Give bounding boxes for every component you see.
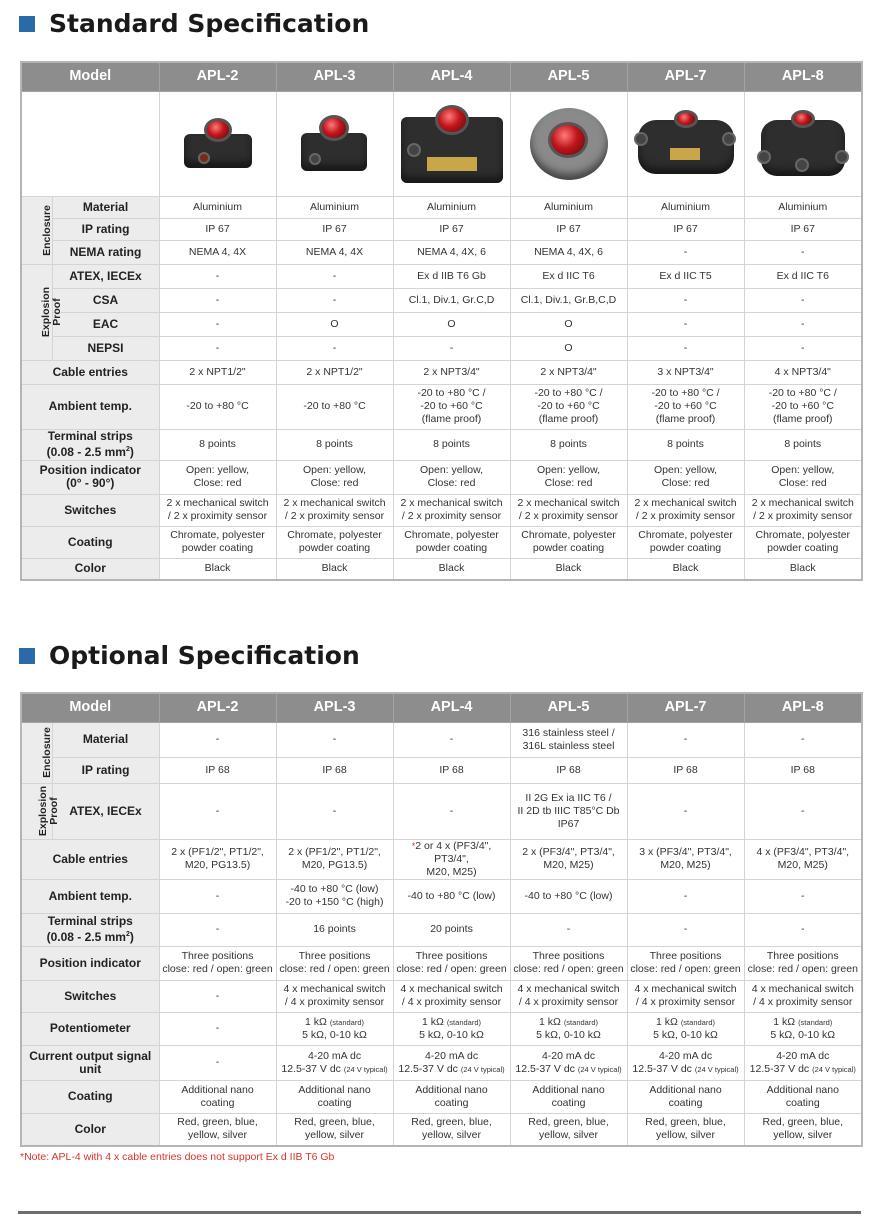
product-image-apl4	[393, 91, 510, 196]
table-cell: O	[393, 312, 510, 336]
table-cell: O	[510, 336, 627, 360]
model-header: Model	[21, 693, 159, 722]
table-cell: Red, green, blue, yellow, silver	[393, 1113, 510, 1146]
table-cell: Additional nano coating	[744, 1080, 862, 1113]
table-cell: 2 x (PF1/2", PT1/2", M20, PG13.5)	[159, 839, 276, 879]
row-label-position-indicator: Position indicator	[21, 946, 159, 980]
table-cell: Three positions close: red / open: green	[159, 946, 276, 980]
table-cell: 2 x (PF1/2", PT1/2", M20, PG13.5)	[276, 839, 393, 879]
table-cell: -20 to +80 °C	[159, 384, 276, 429]
table-cell: -20 to +80 °C	[276, 384, 393, 429]
table-row	[21, 360, 862, 384]
model-header-apl3: APL-3	[276, 62, 393, 91]
standard-spec-table	[20, 61, 863, 581]
section-bullet-icon	[19, 648, 35, 664]
table-row	[21, 783, 862, 839]
table-cell: -20 to +80 °C / -20 to +60 °C (flame proof)	[744, 384, 862, 429]
table-cell: 2 x mechanical switch / 2 x proximity sensor	[744, 494, 862, 526]
product-image-apl2	[159, 91, 276, 196]
table-cell: II 2G Ex ia IIC T6 / II 2D tb IIIC T85°C Db IP67	[510, 783, 627, 839]
table-cell: IP 68	[393, 757, 510, 783]
table-cell: 1 kΩ (standard) 5 kΩ, 0-10 kΩ	[744, 1012, 862, 1045]
table-cell: 4 x mechanical switch / 4 x proximity sensor	[744, 980, 862, 1012]
model-header-apl7: APL-7	[627, 62, 744, 91]
table-cell: -	[744, 783, 862, 839]
table-cell: 4 x mechanical switch / 4 x proximity sensor	[393, 980, 510, 1012]
table-cell: 4 x mechanical switch / 4 x proximity sensor	[276, 980, 393, 1012]
group-label-explosion-proof: Explosion Proof	[21, 783, 52, 839]
table-row	[21, 839, 862, 879]
table-cell: IP 67	[627, 218, 744, 240]
table-cell: Additional nano coating	[393, 1080, 510, 1113]
table-cell: -	[276, 288, 393, 312]
table-cell: IP 67	[744, 218, 862, 240]
table-cell: IP 67	[276, 218, 393, 240]
table-cell: -	[159, 312, 276, 336]
row-label-current-output: Current output signal unit	[21, 1045, 159, 1080]
row-label-color: Color	[21, 558, 159, 580]
table-cell: 8 points	[627, 429, 744, 460]
table-header-row	[21, 693, 862, 722]
table-cell: Open: yellow, Close: red	[276, 460, 393, 494]
table-cell: 2 x mechanical switch / 2 x proximity sensor	[627, 494, 744, 526]
table-cell: Ex d IIC T6	[744, 264, 862, 288]
table-row	[21, 722, 862, 757]
table-row	[21, 288, 862, 312]
table-cell: -	[159, 980, 276, 1012]
row-label-nema: NEMA rating	[52, 240, 159, 264]
table-cell: -	[627, 240, 744, 264]
table-cell: Open: yellow, Close: red	[393, 460, 510, 494]
table-cell: -40 to +80 °C (low)	[510, 879, 627, 913]
table-cell: -	[159, 288, 276, 312]
table-cell: 2 x (PF3/4", PT3/4", M20, M25)	[510, 839, 627, 879]
table-cell: Aluminium	[393, 196, 510, 218]
table-cell: -40 to +80 °C (low)	[393, 879, 510, 913]
table-cell: IP 68	[510, 757, 627, 783]
table-cell: -	[744, 240, 862, 264]
table-cell: 8 points	[159, 429, 276, 460]
table-cell: Aluminium	[627, 196, 744, 218]
bottom-divider	[18, 1211, 861, 1214]
row-label-ip-rating: IP rating	[52, 757, 159, 783]
table-cell: Open: yellow, Close: red	[627, 460, 744, 494]
table-cell: -20 to +80 °C / -20 to +60 °C (flame proof)	[393, 384, 510, 429]
table-cell: 3 x NPT3/4"	[627, 360, 744, 384]
table-row	[21, 1012, 862, 1045]
table-cell: 4 x mechanical switch / 4 x proximity sensor	[510, 980, 627, 1012]
table-row	[21, 757, 862, 783]
table-cell: Black	[276, 558, 393, 580]
table-cell: 2 x NPT1/2"	[276, 360, 393, 384]
table-cell: -20 to +80 °C / -20 to +60 °C (flame proof)	[627, 384, 744, 429]
table-cell: -	[276, 783, 393, 839]
table-cell: 4-20 mA dc 12.5-37 V dc (24 V typical)	[744, 1045, 862, 1080]
row-label-nepsi: NEPSI	[52, 336, 159, 360]
row-label-ambient-temp: Ambient temp.	[21, 384, 159, 429]
table-cell: IP 67	[393, 218, 510, 240]
table-cell: -	[159, 722, 276, 757]
table-cell: Chromate, polyester powder coating	[159, 526, 276, 558]
table-cell: Open: yellow, Close: red	[159, 460, 276, 494]
footnote: *Note: APL-4 with 4 x cable entries does not support Ex d IIB T6 Gb	[20, 1151, 335, 1163]
table-cell: IP 67	[159, 218, 276, 240]
table-cell: 2 x mechanical switch / 2 x proximity sensor	[393, 494, 510, 526]
table-cell: -	[627, 336, 744, 360]
table-cell: NEMA 4, 4X	[276, 240, 393, 264]
table-cell: -20 to +80 °C / -20 to +60 °C (flame proof)	[510, 384, 627, 429]
table-cell: 2 x NPT1/2"	[159, 360, 276, 384]
table-cell: Cl.1, Div.1, Gr.C,D	[393, 288, 510, 312]
table-cell: Three positions close: red / open: green	[627, 946, 744, 980]
group-label-enclosure: Enclosure	[21, 722, 52, 783]
table-cell: Black	[510, 558, 627, 580]
table-cell: -	[627, 913, 744, 946]
table-cell: -	[159, 1012, 276, 1045]
table-cell: Ex d IIC T5	[627, 264, 744, 288]
table-cell: 20 points	[393, 913, 510, 946]
table-cell: *2 or 4 x (PF3/4", PT3/4", M20, M25)	[393, 839, 510, 879]
table-cell: Ex d IIB T6 Gb	[393, 264, 510, 288]
row-label-coating: Coating	[21, 1080, 159, 1113]
table-cell: -40 to +80 °C (low) -20 to +150 °C (high)	[276, 879, 393, 913]
table-cell: IP 68	[744, 757, 862, 783]
table-cell: 4 x NPT3/4"	[744, 360, 862, 384]
table-cell: -	[159, 1045, 276, 1080]
table-cell: O	[510, 312, 627, 336]
row-label-switches: Switches	[21, 980, 159, 1012]
model-header-apl2: APL-2	[159, 693, 276, 722]
table-cell: Red, green, blue, yellow, silver	[627, 1113, 744, 1146]
model-header-apl2: APL-2	[159, 62, 276, 91]
table-row	[21, 494, 862, 526]
table-cell: Chromate, polyester powder coating	[627, 526, 744, 558]
table-cell: NEMA 4, 4X, 6	[393, 240, 510, 264]
table-cell: Red, green, blue, yellow, silver	[276, 1113, 393, 1146]
table-cell: -	[159, 264, 276, 288]
standard-title-text: Standard Specification	[49, 9, 370, 38]
table-cell: 4-20 mA dc 12.5-37 V dc (24 V typical)	[510, 1045, 627, 1080]
optional-spec-table	[20, 692, 863, 1147]
table-cell: Aluminium	[510, 196, 627, 218]
table-cell: -	[744, 879, 862, 913]
note-star-icon: *	[411, 840, 416, 851]
table-cell: -	[744, 288, 862, 312]
model-header-apl4: APL-4	[393, 693, 510, 722]
table-row	[21, 1045, 862, 1080]
model-header-apl8: APL-8	[744, 693, 862, 722]
model-header-apl3: APL-3	[276, 693, 393, 722]
table-cell: Open: yellow, Close: red	[744, 460, 862, 494]
table-cell: 1 kΩ (standard) 5 kΩ, 0-10 kΩ	[510, 1012, 627, 1045]
table-cell: -	[627, 722, 744, 757]
table-row	[21, 218, 862, 240]
row-label-position-indicator: Position indicator (0° - 90°)	[21, 460, 159, 494]
section-bullet-icon	[19, 16, 35, 32]
model-header-apl5: APL-5	[510, 62, 627, 91]
table-cell: Red, green, blue, yellow, silver	[744, 1113, 862, 1146]
table-cell: 1 kΩ (standard) 5 kΩ, 0-10 kΩ	[276, 1012, 393, 1045]
product-image-apl8	[744, 91, 862, 196]
table-cell: IP 68	[159, 757, 276, 783]
table-cell: 4 x mechanical switch / 4 x proximity sensor	[627, 980, 744, 1012]
table-cell: NEMA 4, 4X	[159, 240, 276, 264]
table-cell: -	[276, 336, 393, 360]
table-cell: Additional nano coating	[159, 1080, 276, 1113]
table-cell: Open: yellow, Close: red	[510, 460, 627, 494]
table-row	[21, 558, 862, 580]
table-cell: NEMA 4, 4X, 6	[510, 240, 627, 264]
table-cell: 2 x mechanical switch / 2 x proximity sensor	[276, 494, 393, 526]
row-label-terminal-strips: Terminal strips (0.08 - 2.5 $mm^2$)	[21, 429, 159, 460]
row-label-atex: ATEX, IECEx	[52, 783, 159, 839]
table-row	[21, 264, 862, 288]
product-image-row	[21, 91, 862, 196]
table-cell: -	[627, 288, 744, 312]
table-cell: Black	[744, 558, 862, 580]
table-cell: 2 x mechanical switch / 2 x proximity sensor	[159, 494, 276, 526]
group-label-enclosure: Enclosure	[21, 196, 52, 264]
table-row	[21, 946, 862, 980]
table-cell: Chromate, polyester powder coating	[276, 526, 393, 558]
table-cell: -	[393, 722, 510, 757]
row-label-cable-entries: Cable entries	[21, 360, 159, 384]
table-cell: -	[159, 913, 276, 946]
table-row	[21, 460, 862, 494]
table-cell: Red, green, blue, yellow, silver	[159, 1113, 276, 1146]
standard-section-title	[19, 9, 369, 38]
table-cell: -	[744, 722, 862, 757]
product-image-apl5	[510, 91, 627, 196]
row-label-csa: CSA	[52, 288, 159, 312]
row-label-potentiometer: Potentiometer	[21, 1012, 159, 1045]
table-cell: 8 points	[393, 429, 510, 460]
table-cell: Aluminium	[159, 196, 276, 218]
table-cell: 2 x mechanical switch / 2 x proximity sensor	[510, 494, 627, 526]
table-cell: -	[627, 312, 744, 336]
row-label-terminal-strips: Terminal strips (0.08 - 2.5 $mm^2$)	[21, 913, 159, 946]
table-cell: Three positions close: red / open: green	[276, 946, 393, 980]
table-row	[21, 879, 862, 913]
row-label-ambient-temp: Ambient temp.	[21, 879, 159, 913]
table-cell: Three positions close: red / open: green	[393, 946, 510, 980]
table-cell: -	[276, 722, 393, 757]
table-cell: -	[510, 913, 627, 946]
table-row	[21, 980, 862, 1012]
group-label-explosion-proof: Explosion Proof	[21, 264, 52, 360]
table-cell: -	[744, 336, 862, 360]
row-label-material: Material	[52, 196, 159, 218]
row-label-cable-entries: Cable entries	[21, 839, 159, 879]
table-cell: Ex d IIC T6	[510, 264, 627, 288]
table-cell: 3 x (PF3/4", PT3/4", M20, M25)	[627, 839, 744, 879]
row-label-switches: Switches	[21, 494, 159, 526]
table-cell: -	[393, 783, 510, 839]
table-cell: 16 points	[276, 913, 393, 946]
table-cell: Red, green, blue, yellow, silver	[510, 1113, 627, 1146]
table-cell: Chromate, polyester powder coating	[744, 526, 862, 558]
table-cell: -	[393, 336, 510, 360]
table-row	[21, 240, 862, 264]
table-header-row	[21, 62, 862, 91]
table-row	[21, 913, 862, 946]
table-cell: Chromate, polyester powder coating	[510, 526, 627, 558]
table-cell: Additional nano coating	[627, 1080, 744, 1113]
table-row	[21, 1113, 862, 1146]
table-cell: IP 67	[510, 218, 627, 240]
table-cell: 1 kΩ (standard) 5 kΩ, 0-10 kΩ	[393, 1012, 510, 1045]
table-cell: -	[159, 783, 276, 839]
model-header-apl7: APL-7	[627, 693, 744, 722]
row-label-eac: EAC	[52, 312, 159, 336]
row-label-coating: Coating	[21, 526, 159, 558]
table-cell: IP 68	[627, 757, 744, 783]
table-cell: Aluminium	[744, 196, 862, 218]
table-cell: 8 points	[276, 429, 393, 460]
table-cell: 4 x (PF3/4", PT3/4", M20, M25)	[744, 839, 862, 879]
table-cell: -	[744, 913, 862, 946]
model-header-apl4: APL-4	[393, 62, 510, 91]
optional-section-title	[19, 641, 360, 670]
table-cell: Additional nano coating	[510, 1080, 627, 1113]
table-cell: Chromate, polyester powder coating	[393, 526, 510, 558]
row-label-material: Material	[52, 722, 159, 757]
table-row	[21, 312, 862, 336]
optional-title-text: Optional Specification	[49, 641, 360, 670]
table-cell: O	[276, 312, 393, 336]
table-row	[21, 429, 862, 460]
table-cell: Three positions close: red / open: green	[510, 946, 627, 980]
table-cell: Black	[393, 558, 510, 580]
model-header-apl5: APL-5	[510, 693, 627, 722]
table-cell: Additional nano coating	[276, 1080, 393, 1113]
table-cell: -	[159, 879, 276, 913]
table-cell: 8 points	[744, 429, 862, 460]
table-cell: 4-20 mA dc 12.5-37 V dc (24 V typical)	[276, 1045, 393, 1080]
product-image-apl7	[627, 91, 744, 196]
table-row	[21, 526, 862, 558]
table-row	[21, 196, 862, 218]
table-cell: Cl.1, Div.1, Gr.B,C,D	[510, 288, 627, 312]
table-cell: Aluminium	[276, 196, 393, 218]
table-cell: -	[276, 264, 393, 288]
table-cell: 2 x NPT3/4"	[510, 360, 627, 384]
table-cell: 4-20 mA dc 12.5-37 V dc (24 V typical)	[393, 1045, 510, 1080]
table-row	[21, 384, 862, 429]
table-cell: 2 x NPT3/4"	[393, 360, 510, 384]
table-cell: -	[159, 336, 276, 360]
row-label-atex: ATEX, IECEx	[52, 264, 159, 288]
model-header: Model	[21, 62, 159, 91]
product-image-apl3	[276, 91, 393, 196]
table-cell: Three positions close: red / open: green	[744, 946, 862, 980]
table-cell: -	[744, 312, 862, 336]
table-cell: Black	[627, 558, 744, 580]
table-row	[21, 1080, 862, 1113]
table-cell: IP 68	[276, 757, 393, 783]
table-cell: -	[627, 879, 744, 913]
model-header-apl8: APL-8	[744, 62, 862, 91]
table-cell: -	[627, 783, 744, 839]
row-label-color: Color	[21, 1113, 159, 1146]
table-cell: 316 stainless steel / 316L stainless steel	[510, 722, 627, 757]
table-cell: 1 kΩ (standard) 5 kΩ, 0-10 kΩ	[627, 1012, 744, 1045]
row-label-ip-rating: IP rating	[52, 218, 159, 240]
table-cell: Black	[159, 558, 276, 580]
table-cell: 4-20 mA dc 12.5-37 V dc (24 V typical)	[627, 1045, 744, 1080]
table-cell: 8 points	[510, 429, 627, 460]
table-row	[21, 336, 862, 360]
